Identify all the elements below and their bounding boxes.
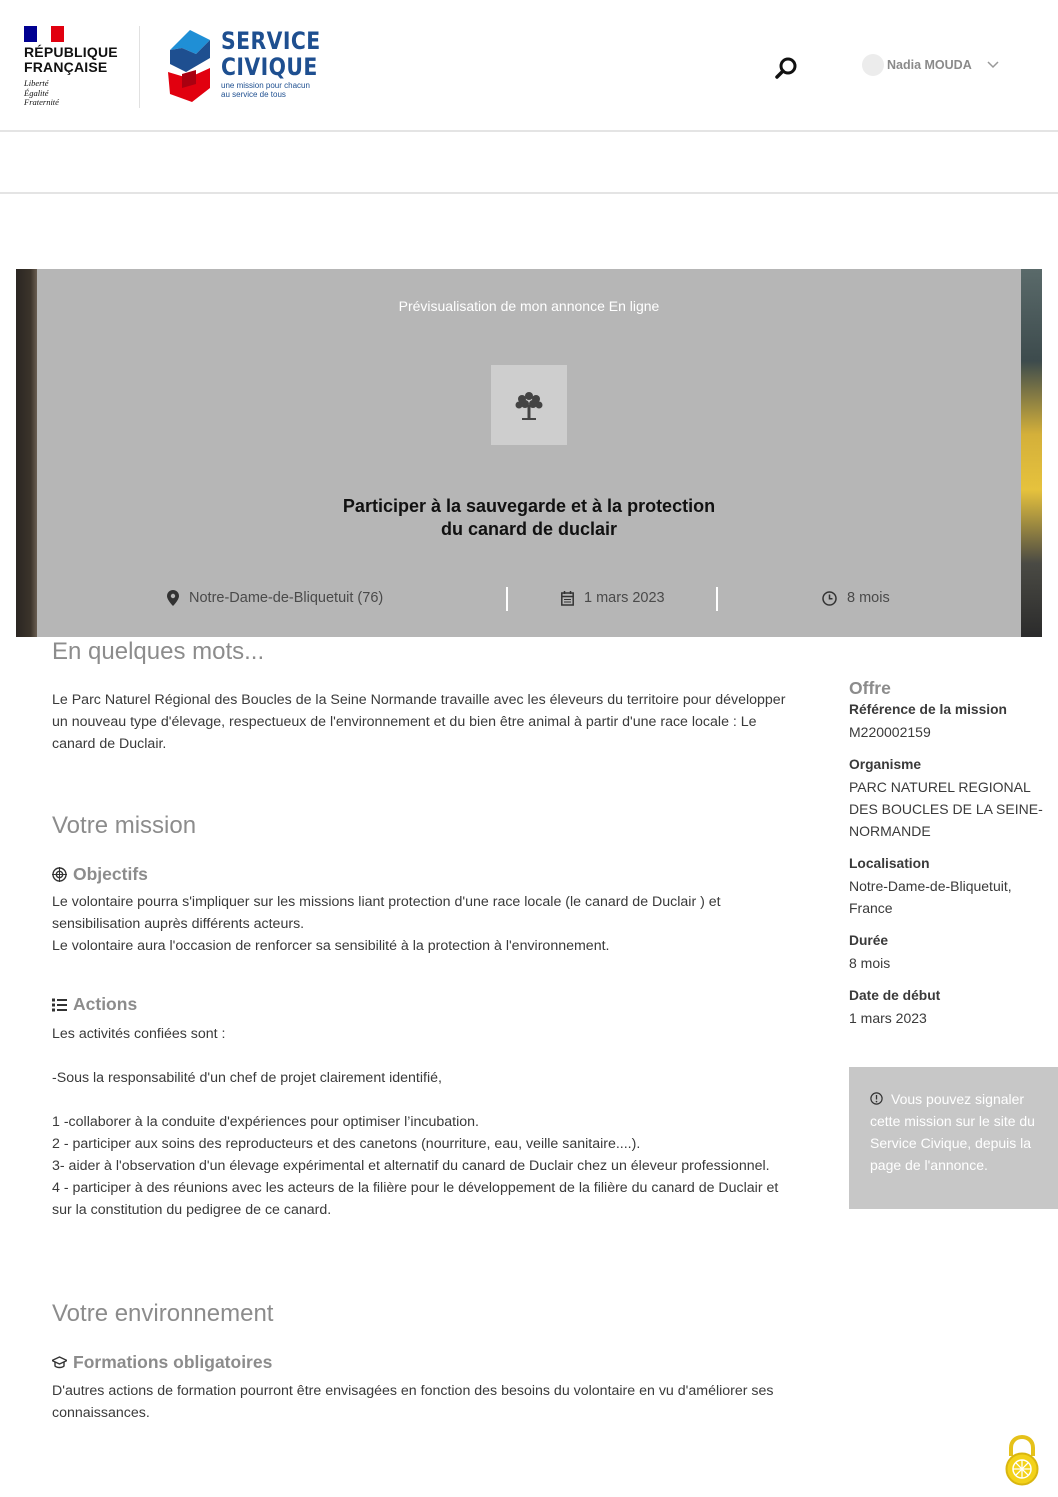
environment-heading: Votre environnement — [52, 1300, 274, 1327]
site-header — [0, 0, 1058, 132]
org-value: PARC NATUREL REGIONAL DES BOUCLES DE LA SEINE-NORMANDE — [849, 779, 1043, 839]
list-item: 2 - participer aux soins des reproducteurs et des canetons (nourriture, eau, veille sanitaire....). — [52, 1136, 641, 1152]
user-name: Nadia MOUDA — [887, 58, 972, 72]
logo-line2: CIVIQUE — [221, 53, 318, 81]
formations-heading-text: Formations obligatoires — [73, 1352, 273, 1372]
rf-name-line2: FRANÇAISE — [24, 59, 108, 75]
chevron-down-icon[interactable] — [986, 58, 1000, 72]
offer-sidebar — [849, 678, 1058, 1040]
intro-text: Le Parc Naturel Régional des Boucles de la Seine Normande travaille avec les éleveurs du territoire pour développer un nouveau type d'élevage, respectueux de l'environnement et du bien être animal à partir d'une race locale : Le canard de Duclair. — [52, 692, 786, 752]
list-icon — [52, 998, 67, 1012]
rf-name — [24, 45, 118, 75]
preview-label: Prévisualisation de mon annonce En ligne — [398, 298, 660, 314]
formations-text: D'autres actions de formation pourront être envisagées en fonction des besoins du volontaire en vu d'améliorer ses connaissances. — [52, 1383, 774, 1421]
rf-motto-line1: Liberté — [24, 78, 49, 88]
clock-icon — [822, 591, 837, 606]
hero-meta-divider — [716, 587, 718, 611]
hero-location-text: Notre-Dame-de-Bliquetuit (76) — [189, 590, 384, 606]
ref-label: Référence de la mission — [849, 702, 1007, 717]
mission-title-line1: Participer à la sauvegarde et à la protection — [342, 496, 716, 516]
report-notice — [849, 1067, 1058, 1209]
target-icon — [52, 867, 67, 882]
date-value: 1 mars 2023 — [849, 1010, 927, 1026]
offre-heading: Offre — [849, 678, 891, 698]
actions-intro: Les activités confiées sont : — [52, 1026, 226, 1042]
list-item: 1 -collaborer à la conduite d'expériences pour optimiser l’incubation. — [52, 1114, 479, 1130]
list-item: 4 - participer à des réunions avec les acteurs de la filière pour le développement de la filière du canard de Duclair et sur la constitution du pedigree de ce canard. — [52, 1180, 779, 1218]
date-label: Date de début — [849, 988, 941, 1003]
duree-value: 8 mois — [849, 955, 891, 971]
duree-label: Durée — [849, 933, 889, 948]
rf-motto — [24, 79, 118, 108]
objectifs-heading — [52, 864, 148, 885]
objectifs-heading-text: Objectifs — [73, 864, 148, 884]
loc-label: Localisation — [849, 856, 930, 871]
graduation-cap-icon — [52, 1356, 67, 1370]
mission-hero-banner — [16, 269, 1042, 637]
sidebar-duree — [849, 930, 1058, 974]
sidebar-organisme — [849, 754, 1058, 842]
intro-heading: En quelques mots... — [52, 638, 265, 665]
logo-line1: SERVICE — [221, 27, 321, 55]
service-civique-emblem-icon[interactable] — [166, 28, 212, 104]
hero-start-date — [561, 590, 665, 606]
sidebar-localisation — [849, 853, 1058, 919]
hero-location — [167, 590, 383, 606]
header-divider — [139, 26, 140, 108]
tree-icon — [511, 387, 547, 423]
hero-photo-edge-right — [1021, 269, 1042, 637]
lock-icon[interactable] — [1002, 1434, 1042, 1486]
objectifs-text — [52, 891, 797, 957]
logo-tagline-line1: une mission pour chacun — [221, 81, 310, 90]
organisation-logo — [491, 365, 567, 445]
report-notice-text: Vous pouvez signaler cette mission sur le site du Service Civique, depuis la page de l'annonce. — [870, 1091, 1035, 1173]
french-flag-icon — [24, 26, 64, 42]
avatar — [862, 54, 884, 76]
calendar-icon — [561, 591, 574, 606]
formations-heading — [52, 1352, 272, 1373]
objectifs-line: Le volontaire pourra s'impliquer sur les missions liant protection d'une race locale (le canard de Duclair ) et sensibilisation auprès différents acteurs. — [52, 894, 721, 932]
service-civique-wordmark[interactable] — [221, 28, 338, 99]
ref-value: M220002159 — [849, 724, 931, 740]
actions-heading-text: Actions — [73, 994, 138, 1014]
sidebar-ref — [849, 699, 1058, 743]
loc-value: Notre-Dame-de-Bliquetuit, France — [849, 878, 1012, 916]
info-icon — [870, 1092, 883, 1105]
list-item: 3- aider à l'observation d'un élevage expérimental et alternatif du canard de Duclair chez un éleveur professionnel. — [52, 1158, 770, 1174]
mission-title-line2: du canard de duclair — [440, 519, 618, 539]
actions-lead: -Sous la responsabilité d'un chef de projet clairement identifié, — [52, 1070, 442, 1086]
objectifs-line: Le volontaire aura l'occasion de renforcer sa sensibilité à la protection à l'environnement. — [52, 938, 610, 954]
hero-start-date-text: 1 mars 2023 — [584, 590, 665, 606]
rf-name-line1: RÉPUBLIQUE — [24, 44, 118, 60]
republique-francaise-logo[interactable] — [24, 26, 118, 108]
hero-meta-divider — [506, 587, 508, 611]
org-label: Organisme — [849, 757, 922, 772]
logo-tagline — [221, 81, 338, 99]
secondary-nav-bar — [0, 134, 1058, 194]
search-icon[interactable] — [774, 56, 798, 80]
rf-motto-line2: Égalité — [24, 87, 49, 98]
user-menu[interactable] — [862, 54, 1000, 76]
actions-heading — [52, 994, 137, 1015]
actions-text — [52, 1023, 797, 1221]
map-pin-icon — [167, 590, 179, 606]
hero-photo-edge-left — [16, 269, 37, 637]
sidebar-date — [849, 985, 1058, 1029]
mission-title — [16, 495, 1042, 541]
hero-duration-text: 8 mois — [847, 590, 890, 606]
rf-motto-line3: Fraternité — [24, 97, 59, 107]
mission-heading: Votre mission — [52, 812, 197, 839]
logo-tagline-line2: au service de tous — [221, 90, 286, 99]
hero-duration — [822, 590, 890, 606]
